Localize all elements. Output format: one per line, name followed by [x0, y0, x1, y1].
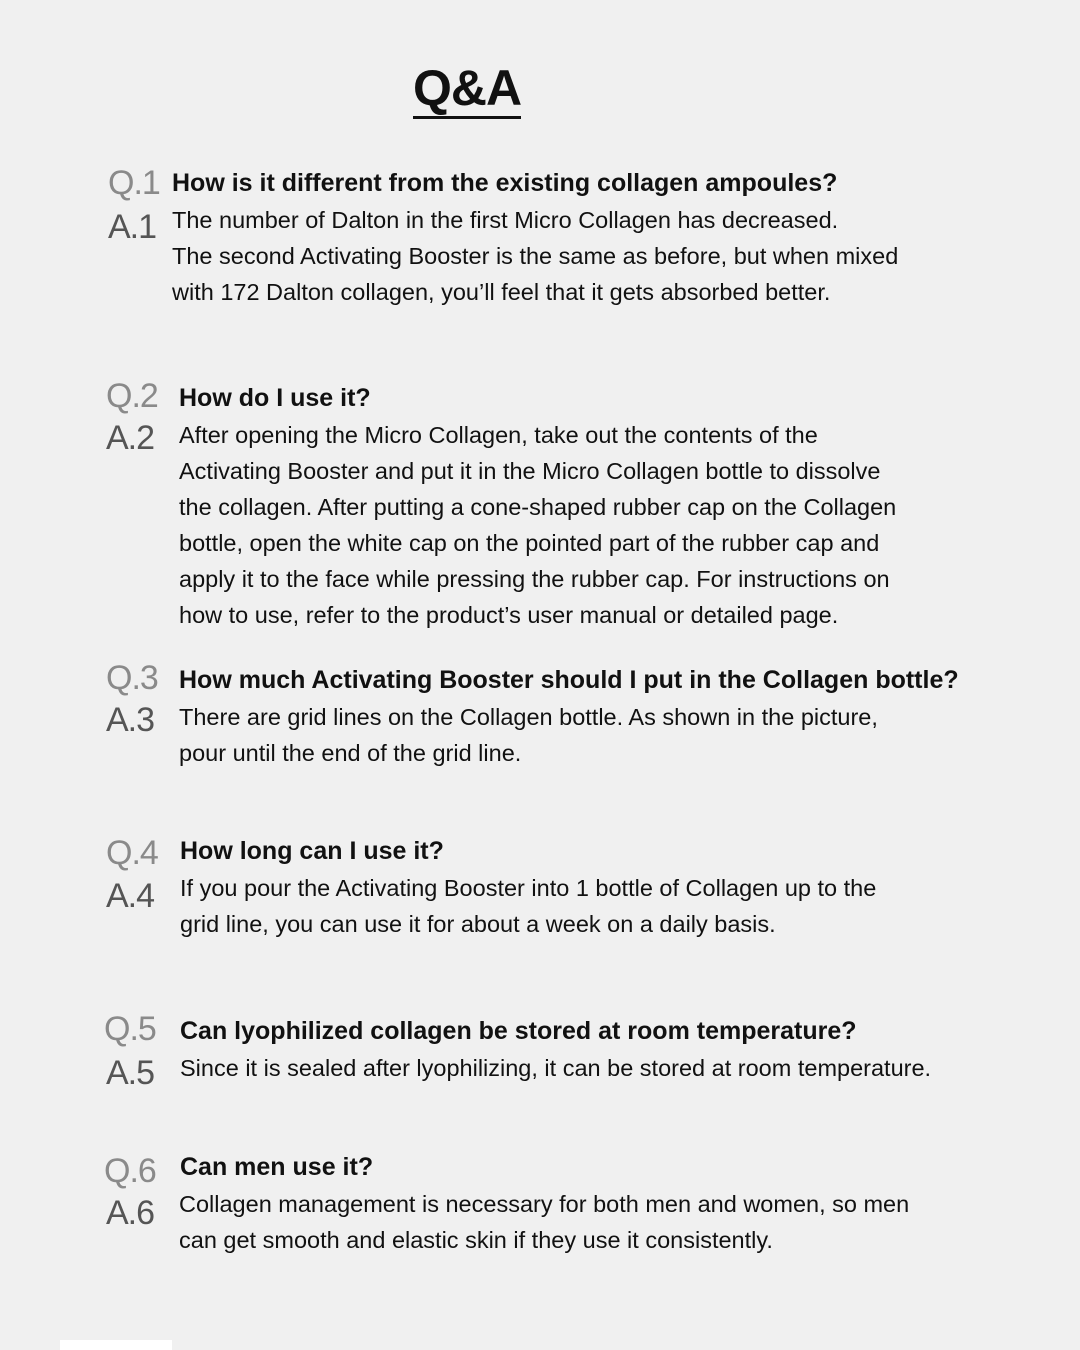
- answer-line: Activating Booster and put it in the Micro Collagen bottle to dissolve: [179, 458, 881, 484]
- question-text: How long can I use it?: [180, 837, 444, 865]
- question-text: Can men use it?: [180, 1153, 374, 1181]
- page-title-text: Q&A: [413, 60, 521, 119]
- answer-line: The second Activating Booster is the same as before, but when mixed: [172, 243, 899, 269]
- answer-line: If you pour the Activating Booster into 1 bottle of Collagen up to the: [180, 875, 877, 901]
- question-text: How do I use it?: [179, 384, 371, 412]
- answer-line: Since it is sealed after lyophilizing, it can be stored at room temperature.: [180, 1055, 932, 1081]
- answer-line: pour until the end of the grid line.: [179, 740, 522, 766]
- question-label: Q.2: [106, 377, 158, 415]
- bottom-edge-strip: [60, 1340, 172, 1350]
- answer-label: A.6: [106, 1194, 155, 1232]
- question-label: Q.1: [108, 164, 160, 202]
- answer-line: the collagen. After putting a cone-shaped rubber cap on the Collagen: [179, 494, 897, 520]
- answer-line: After opening the Micro Collagen, take out the contents of the: [179, 422, 818, 448]
- answer-line: apply it to the face while pressing the rubber cap. For instructions on: [179, 566, 890, 592]
- question-text: How much Activating Booster should I put in the Collagen bottle?: [179, 666, 959, 694]
- answer-label: A.3: [106, 701, 155, 739]
- answer-line: bottle, open the white cap on the pointed part of the rubber cap and: [179, 530, 880, 556]
- question-label: Q.5: [104, 1010, 156, 1048]
- answer-label: A.1: [108, 208, 157, 246]
- answer-line: The number of Dalton in the first Micro Collagen has decreased.: [172, 207, 839, 233]
- answer-line: can get smooth and elastic skin if they use it consistently.: [179, 1227, 773, 1253]
- question-text: How is it different from the existing collagen ampoules?: [172, 169, 838, 197]
- answer-line: grid line, you can use it for about a week on a daily basis.: [180, 911, 776, 937]
- question-text: Can lyophilized collagen be stored at room temperature?: [180, 1017, 857, 1045]
- answer-line: how to use, refer to the product’s user manual or detailed page.: [179, 602, 839, 628]
- page-title: [0, 58, 934, 119]
- answer-label: A.2: [106, 419, 155, 457]
- question-label: Q.3: [106, 659, 158, 697]
- answer-line: There are grid lines on the Collagen bottle. As shown in the picture,: [179, 704, 878, 730]
- question-label: Q.4: [106, 834, 158, 872]
- answer-line: with 172 Dalton collagen, you’ll feel that it gets absorbed better.: [172, 279, 831, 305]
- question-label: Q.6: [104, 1152, 156, 1190]
- answer-label: A.4: [106, 877, 155, 915]
- answer-label: A.5: [106, 1054, 155, 1092]
- answer-line: Collagen management is necessary for both men and women, so men: [179, 1191, 910, 1217]
